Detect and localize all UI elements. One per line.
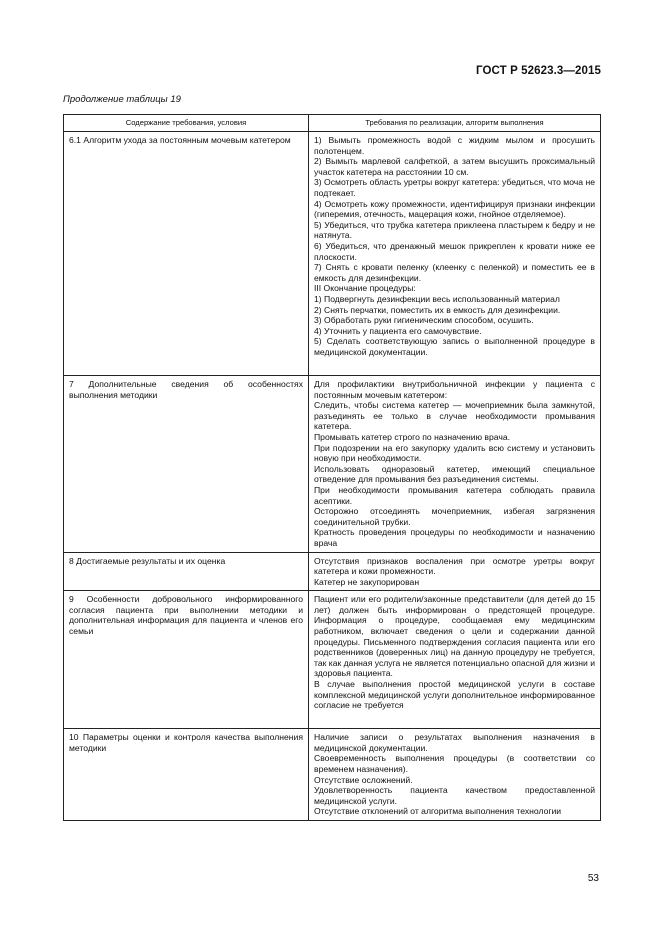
requirement-line: 7) Снять с кровати пеленку (клеенку с пеленкой) и поместить ее в емкость для дезинфекции.	[314, 262, 595, 283]
condition-cell: 10 Параметры оценки и контроля качества выполнения методики	[64, 729, 309, 821]
requirements-cell	[309, 591, 601, 729]
table-caption: Продолжение таблицы 19	[63, 94, 181, 105]
table-row	[64, 729, 601, 821]
requirements-cell	[309, 729, 601, 821]
requirement-line: 4) Осмотреть кожу промежности, идентифицируя признаки инфекции (гиперемия, отечность, мацерация кожи, гнойное отделяемое).	[314, 198, 595, 220]
requirement-line: 5) Убедиться, что трубка катетера приклеена пластырем к бедру и не натянута.	[314, 219, 595, 241]
requirement-line: 4) Уточнить у пациента его самочувствие.	[314, 325, 482, 336]
requirement-line: 6) Убедиться, что дренажный мешок прикреплен к кровати ниже ее плоскости.	[314, 240, 595, 262]
requirement-line: 5) Сделать соответствующую запись о выполненной процедуре в медицинской документации.	[314, 336, 595, 357]
requirement-line: Кратность проведения процедуры по необходимости и назначению врача	[314, 527, 595, 548]
condition-cell: 8 Достигаемые результаты и их оценка	[64, 552, 309, 591]
table-body	[64, 132, 601, 821]
requirement-line: Использовать одноразовый катетер, имеющий специальное отведение для промывания без разъединения системы.	[314, 463, 595, 485]
document-code: ГОСТ Р 52623.3—2015	[476, 65, 601, 77]
requirement-line: Следить, чтобы система катетер — мочеприемник была замкнутой, разъединять ее только в случае необходимости промывания катетера.	[314, 400, 595, 432]
requirement-line: При подозрении на его закупорку удалить всю систему и установить новую при необходимости.	[314, 442, 595, 464]
table-row	[64, 591, 601, 729]
table-row	[64, 552, 601, 591]
requirements-cell	[309, 552, 601, 591]
requirement-line: Своевременность выполнения процедуры (в соответствии со временем назначения).	[314, 753, 595, 775]
column-header-condition: Содержание требования, условия	[64, 115, 309, 132]
page-number: 53	[587, 873, 599, 884]
requirement-line: Осторожно отсоединять мочеприемник, избегая загрязнения соединительной трубки.	[314, 506, 595, 527]
requirement-line: Промывать катетер строго по назначению врача.	[314, 431, 510, 442]
requirement-line: Отсутствие осложнений.	[314, 774, 413, 785]
requirement-line: 1) Вымыть промежность водой с жидким мылом и просушить полотенцем.	[314, 135, 595, 156]
requirement-line: 2) Вымыть марлевой салфеткой, а затем высушить проксимальный участок катетера на расстоянии 10 см.	[314, 156, 595, 177]
requirement-line: 3) Осмотреть область уретры вокруг катетера: убедиться, что моча не подтекает.	[314, 177, 595, 198]
requirement-line: Наличие записи о результатах выполнения назначения в медицинской документации.	[314, 732, 595, 753]
table-header-row	[64, 115, 601, 132]
requirement-line: Катетер не закупорирован	[314, 576, 420, 587]
requirement-line: 1) Подвергнуть дезинфекции весь использованный материал	[314, 293, 560, 304]
requirement-line: 3) Обработать руки гигиеническим способом, осушить.	[314, 315, 534, 326]
requirements-table	[63, 114, 601, 821]
requirements-cell	[309, 132, 601, 376]
requirement-line: Пациент или его родители/законные представители (для детей до 15 лет) должен быть информирован о предстоящей процедуре. Информация о процедуре, сообщаемая ему медицинским работником, включает сведения о цели и содержании данной процедуры. Письменного подтверждения согласия пациента или его родственников (доверенных лиц) на данную процедуру не требуется, так как данная услуга не является потенциально опасной для жизни и здоровья пациента.	[314, 594, 595, 679]
requirement-line: Отсутствие отклонений от алгоритма выполнения технологии	[314, 806, 562, 817]
table-row	[64, 132, 601, 376]
requirement-line: В случае выполнения простой медицинской услуги в составе комплексной медицинской услуги дополнительное информированное согласие не требуется	[314, 679, 595, 711]
condition-cell: 9 Особенности добровольного информированного согласия пациента при выполнении методики и дополнительная информация для пациента и членов его семьи	[64, 591, 309, 729]
requirement-line: Для профилактики внутрибольничной инфекции у пациента с постоянным мочевым катетером:	[314, 379, 595, 400]
table-row	[64, 376, 601, 553]
requirement-line: 2) Снять перчатки, поместить их в емкость для дезинфекции.	[314, 304, 561, 315]
requirements-cell	[309, 376, 601, 553]
requirement-line: При необходимости промывания катетера соблюдать правила асептики.	[314, 484, 595, 506]
requirement-line: III Окончание процедуры:	[314, 283, 416, 294]
requirement-line: Отсутствия признаков воспаления при осмотре уретры вокруг катетера и кожи промежности.	[314, 555, 595, 577]
column-header-requirements: Требования по реализации, алгоритм выполнения	[309, 115, 601, 132]
requirement-line: Удовлетворенность пациента качеством предоставленной медицинской услуги.	[314, 785, 595, 806]
condition-cell: 7 Дополнительные сведения об особенностях выполнения методики	[64, 376, 309, 553]
condition-cell: 6.1 Алгоритм ухода за постоянным мочевым катетером	[64, 132, 309, 376]
